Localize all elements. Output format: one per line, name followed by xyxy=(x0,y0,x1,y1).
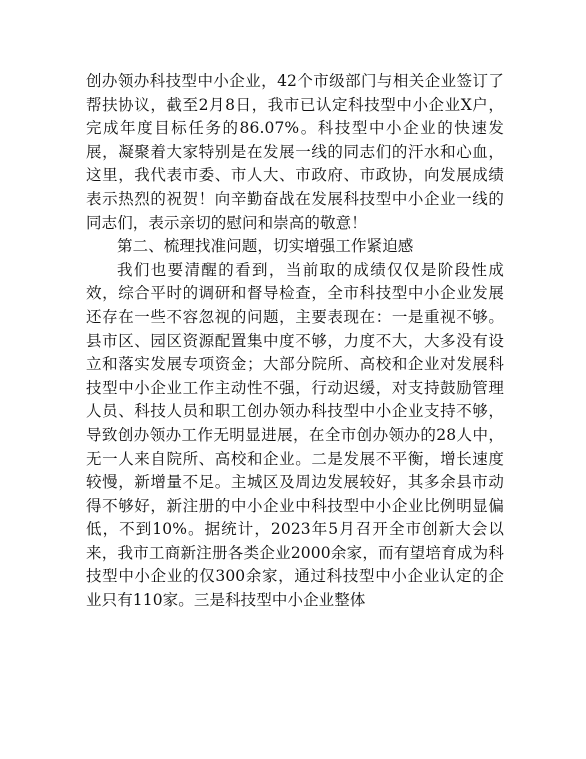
document-body xyxy=(86,70,504,613)
body-paragraph: 我们也要清醒的看到，当前取的成绩仅仅是阶段性成效，综合平时的调研和督导检查，全市科技型中小企业发展还存在一些不容忽视的问题，主要表现在：一是重视不够。县市区、园区资源配置集中度不够，力度不大，大多没有设立和落实发展专项资金；大部分院所、高校和企业对发展科技型中小企业工作主动性不强，行动迟缓，对支持鼓励管理人员、科技人员和职工创办领办科技型中小企业支持不够，导致创办领办工作无明显进展，在全市创办领办的28人中，无一人来自院所、高校和企业。二是发展不平衡，增长速度较慢，新增量不足。主城区及周边发展较好，其多余县市动得不够好，新注册的中小企业中科技型中小企业比例明显偏低，不到10%。据统计，2023年5月召开全市创新大会以来，我市工商新注册各类企业2000余家，而有望培育成为科技型中小企业的仅300余家，通过科技型中小企业认定的企业只有110家。三是科技型中小企业整体 xyxy=(86,260,504,610)
body-paragraph-continued: 创办领办科技型中小企业，42个市级部门与相关企业签订了帮扶协议，截至2月8日，我市已认定科技型中小企业X户，完成年度目标任务的86.07%。科技型中小企业的快速发展，凝聚着大家特别是在发展一线的同志们的汗水和心血，这里，我代表市委、市人大、市政府、市政协，向发展成绩表示热烈的祝贺！向辛勤奋战在发展科技型中小企业一线的同志们，表示亲切的慰问和崇高的敬意！ xyxy=(86,72,504,232)
section-heading-2: 第二、梳理找准问题，切实增强工作紧迫感 xyxy=(117,237,414,256)
